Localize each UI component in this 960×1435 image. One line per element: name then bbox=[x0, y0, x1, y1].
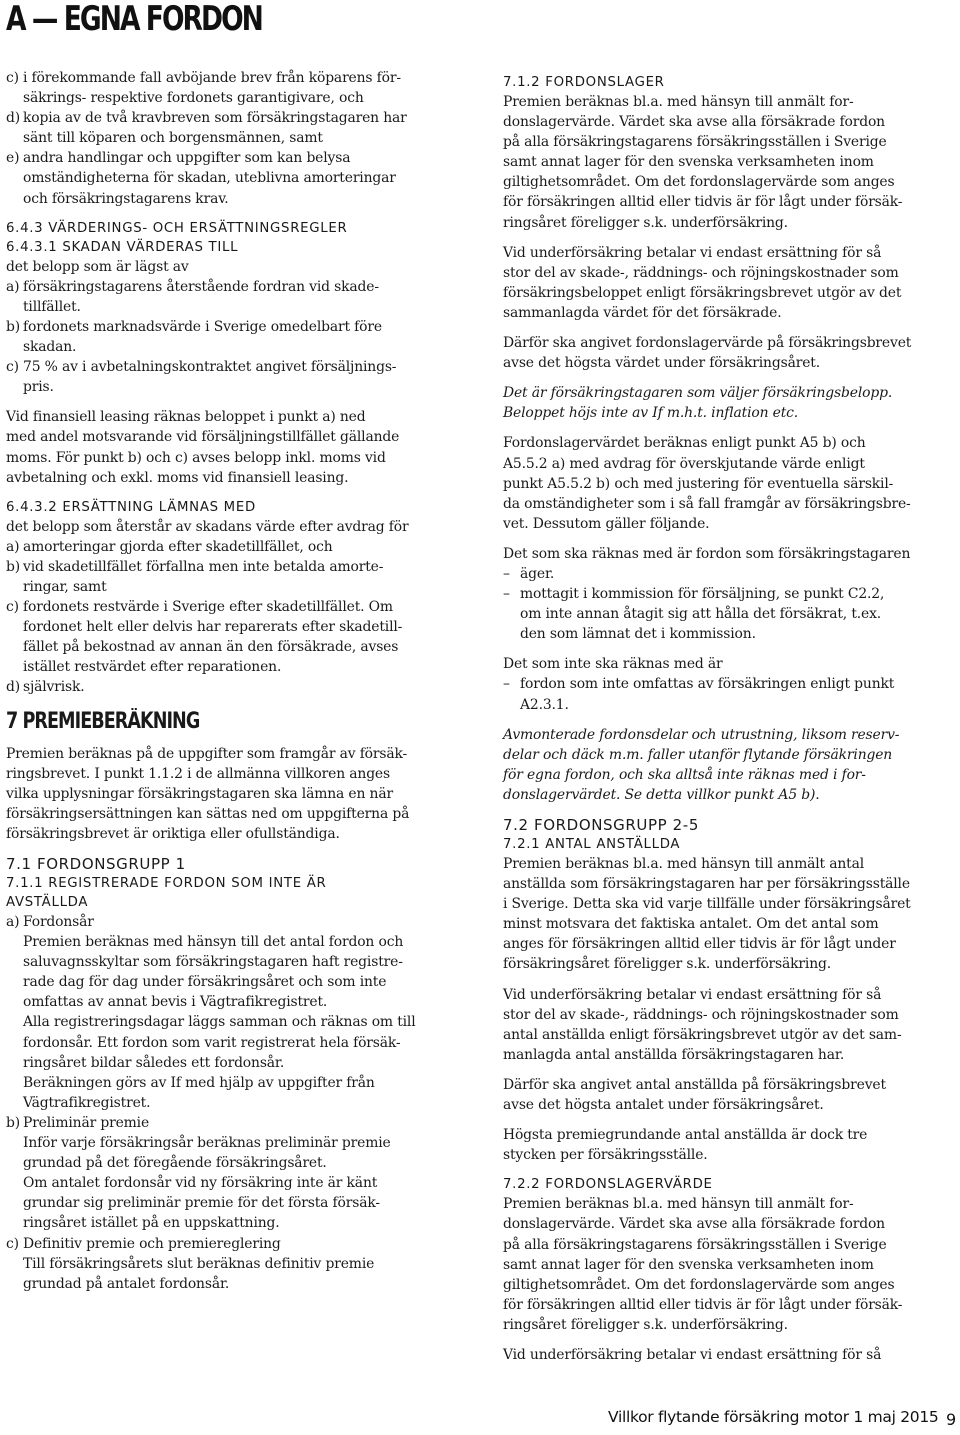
paragraph: Beräkningen görs av If med hjälp av uppgifter från Vägtrafikregistret. bbox=[23, 1074, 375, 1111]
paragraph: Till försäkringsårets slut beräknas definitiv premie grundad på antalet fordonsår. bbox=[23, 1255, 375, 1292]
paragraph: Premien beräknas bl.a. med hänsyn till anmält antal anställda som försäkringstagaren har per försäkringsställe i Sverige. Detta ska vid varje tillfälle under försäkringsåret minst motsvara det faktiska antalet. Om det antal som anges för försäkringen alltid eller tidvis är för lågt under försäkringsåret föreligger s.k. underförsäkring. bbox=[503, 856, 911, 973]
heading-6-4-3-2: 6.4.3.2 ERSÄTTNING LÄMNAS MED bbox=[6, 499, 256, 515]
paragraph: det belopp som återstår av skadans värde efter avdrag för bbox=[6, 518, 409, 535]
paragraph: Därför ska angivet fordonslagervärde på försäkringsbrevet avse det högsta värdet under försäkringsåret. bbox=[503, 335, 912, 372]
paragraph-italic: Det är försäkringstagaren som väljer försäkringsbelopp. Beloppet höjs inte av If m.h.t. inflation etc. bbox=[503, 385, 893, 422]
paragraph: Premien beräknas bl.a. med hänsyn till anmält for- donslagervärde. Värdet ska avse alla försäkrade fordon på alla försäkringstagarens försäkringsställen i Sverige samt annat lager för den svenska verksamheten inom giltighetsområdet. Om det fordonslagervärde som anges för försäkringen alltid eller tidvis är för lågt under försäk- ringsåret föreligger s.k. underförsäkring. bbox=[503, 94, 903, 231]
heading-7-2-1: 7.2.1 ANTAL ANSTÄLLDA bbox=[503, 837, 681, 852]
paragraph-italic: Avmonterade fordonsdelar och utrustning, liksom reserv- delar och däck m.m. faller utanför flytande försäkringen för egna fordon, och ska alltså inte räknas med i for- donslagervärdet. Se detta villkor punkt A5 b). bbox=[503, 726, 900, 803]
list-compensation bbox=[6, 537, 448, 698]
paragraph: Vid underförsäkring betalar vi endast ersättning för så bbox=[503, 1346, 882, 1363]
section-b-preliminar bbox=[6, 1113, 448, 1234]
footer-document-title: Villkor flytande försäkring motor 1 maj 2015 bbox=[608, 1408, 939, 1426]
left-column bbox=[6, 68, 448, 1294]
heading-7-premieberakning: 7 PREMIEBERÄKNING bbox=[6, 708, 200, 734]
heading-7-1: 7.1 FORDONSGRUPP 1 bbox=[6, 855, 186, 873]
paragraph: Fordonslagervärdet beräknas enligt punkt A5 b) och A5.5.2 a) med avdrag för överskjutande värde enligt punkt A5.5.2 b) och med justering för eventuella särskil- da omständigheter som i så fall framgår av försäkringsbre- vet. Dessutom gäller följande. bbox=[503, 435, 911, 532]
section-a-fordonsar bbox=[6, 912, 448, 1113]
list-item: c) Definitiv premie och premiereglering bbox=[6, 1235, 281, 1252]
paragraph: Vid underförsäkring betalar vi endast ersättning för så stor del av skade-, räddnings- och röjningskostnader som försäkringsbeloppet enligt försäkringsbrevet utgör av det sammanlagda värdet för det försäkrade. bbox=[503, 244, 902, 321]
paragraph: Premien beräknas på de uppgifter som framgår av försäk- ringsbrevet. I punkt 1.1.2 i de allmänna villkoren anges vilka upplysningar försäkringstagaren ska lämna en när försäkringsersättningen kan sättas ned om uppgifterna på försäkringsbrevet är oriktiga eller ofullständiga. bbox=[6, 745, 410, 842]
dash-list-excluded bbox=[503, 674, 943, 714]
paragraph: Inför varje försäkringsår beräknas preliminär premie grundad på det föregående försäkringsåret. bbox=[23, 1135, 391, 1172]
heading-7-2-2: 7.2.2 FORDONSLAGERVÄRDE bbox=[503, 1177, 713, 1193]
list-item: – fordon som inte omfattas av försäkringen enligt punkt A2.3.1. bbox=[503, 676, 895, 713]
list-item: b) vid skadetillfället förfallna men inte betalda amorte- ringar, samt bbox=[6, 558, 384, 595]
paragraph: Premien beräknas bl.a. med hänsyn till anmält for- donslagervärde. Värdet ska avse alla försäkrade fordon på alla försäkringstagarens försäkringsställen i Sverige samt annat lager för den svenska verksamheten inom giltighetsområdet. Om det fordonslagervärde som anges för försäkringen alltid eller tidvis är för lågt under försäk- ringsåret föreligger s.k. underförsäkring. bbox=[503, 1196, 903, 1333]
list-item: b) Preliminär premie bbox=[6, 1114, 150, 1131]
list-item: c) 75 % av i avbetalningskontraktet angivet försäljnings- pris. bbox=[6, 359, 397, 396]
paragraph: Det som inte ska räknas med är bbox=[503, 656, 723, 673]
paragraph-leasing: Vid finansiell leasing räknas beloppet i punkt a) ned med andel motsvarande vid försäljningstillfället gällande moms. För punkt b) och c) avses belopp inkl. moms vid avbetalning och exkl. moms vid finansiell leasing. bbox=[6, 409, 400, 486]
heading-7-1-1: 7.1.1 REGISTRERADE FORDON SOM INTE ÄR AVSTÄLLDA bbox=[6, 876, 327, 910]
section-c-definitiv bbox=[6, 1234, 448, 1294]
heading-7-1-2: 7.1.2 FORDONSLAGER bbox=[503, 75, 665, 90]
list-item: c) i förekommande fall avböjande brev från köparens för- säkrings- respektive fordonets garantigivare, och bbox=[6, 70, 401, 107]
paragraph: Alla registreringsdagar läggs samman och räknas om till fordonsår. Ett fordon som varit registrerat hela försäk- ringsåret bildar således ett fordonsår. bbox=[23, 1014, 416, 1071]
list-valuation bbox=[6, 277, 448, 398]
list-complaint-docs bbox=[6, 68, 448, 209]
list-item: d) självrisk. bbox=[6, 679, 85, 696]
list-item: a) Fordonsår bbox=[6, 914, 94, 930]
right-column bbox=[503, 73, 943, 1375]
list-item: – äger. bbox=[503, 565, 555, 582]
page-header: A — EGNA FORDON bbox=[6, 0, 262, 39]
list-item: – mottagit i kommission för försäljning, se punkt C2.2, om inte annan åtagit sig att hålla det försäkrat, t.ex. den som lämnat det i kommission. bbox=[503, 586, 885, 643]
heading-6-4-3-1: 6.4.3.1 SKADAN VÄRDERAS TILL bbox=[6, 239, 239, 255]
heading-6-4-3: 6.4.3 VÄRDERINGS- OCH ERSÄTTNINGSREGLER bbox=[6, 220, 348, 236]
list-item: c) fordonets restvärde i Sverige efter skadetillfället. Om fordonet helt eller delvis har reparerats efter skadetill- fället på bekostnad av annan än den försäkrade, avses istället restvärdet efter reparationen. bbox=[6, 599, 403, 676]
list-item: e) andra handlingar och uppgifter som kan belysa omständigheterna för skadan, uteblivna amorteringar och försäkringstagarens krav. bbox=[6, 150, 396, 207]
paragraph: Högsta premiegrundande antal anställda är dock tre stycken per försäkringsställe. bbox=[503, 1127, 868, 1164]
paragraph: Det som ska räknas med är fordon som försäkringstagaren bbox=[503, 545, 911, 562]
paragraph: Premien beräknas med hänsyn till det antal fordon och saluvagnsskyltar som försäkringstagaren haft registre- rade dag för dag under försäkringsåret och som inte omfattas av annat bevis i Vägtrafikregistret. bbox=[23, 934, 404, 1011]
list-item: a) försäkringstagarens återstående fordran vid skade- tillfället. bbox=[6, 278, 379, 315]
dash-list-included bbox=[503, 564, 943, 644]
list-item: b) fordonets marknadsvärde i Sverige omedelbart före skadan. bbox=[6, 318, 382, 356]
paragraph: Därför ska angivet antal anställda på försäkringsbrevet avse det högsta antalet under försäkringsåret. bbox=[503, 1076, 886, 1114]
list-item: d) kopia av de två kravbreven som försäkringstagaren har sänt till köparen och borgensmännen, samt bbox=[6, 110, 407, 147]
heading-7-2: 7.2 FORDONSGRUPP 2-5 bbox=[503, 816, 699, 834]
paragraph: det belopp som är lägst av bbox=[6, 258, 189, 275]
list-item: a) amorteringar gjorda efter skadetillfället, och bbox=[6, 538, 333, 555]
paragraph: Om antalet fordonsår vid ny försäkring inte är känt grundar sig preliminär premie för det första försäk- ringsåret istället på en uppskattning. bbox=[23, 1175, 380, 1232]
page-number: 9 bbox=[946, 1410, 957, 1429]
paragraph: Vid underförsäkring betalar vi endast ersättning för så stor del av skade-, räddnings- och röjningskostnader som antal anställda enligt försäkringsbrevet utgör av det sam- manlagda antal anställda försäkringstagaren har. bbox=[503, 986, 902, 1063]
